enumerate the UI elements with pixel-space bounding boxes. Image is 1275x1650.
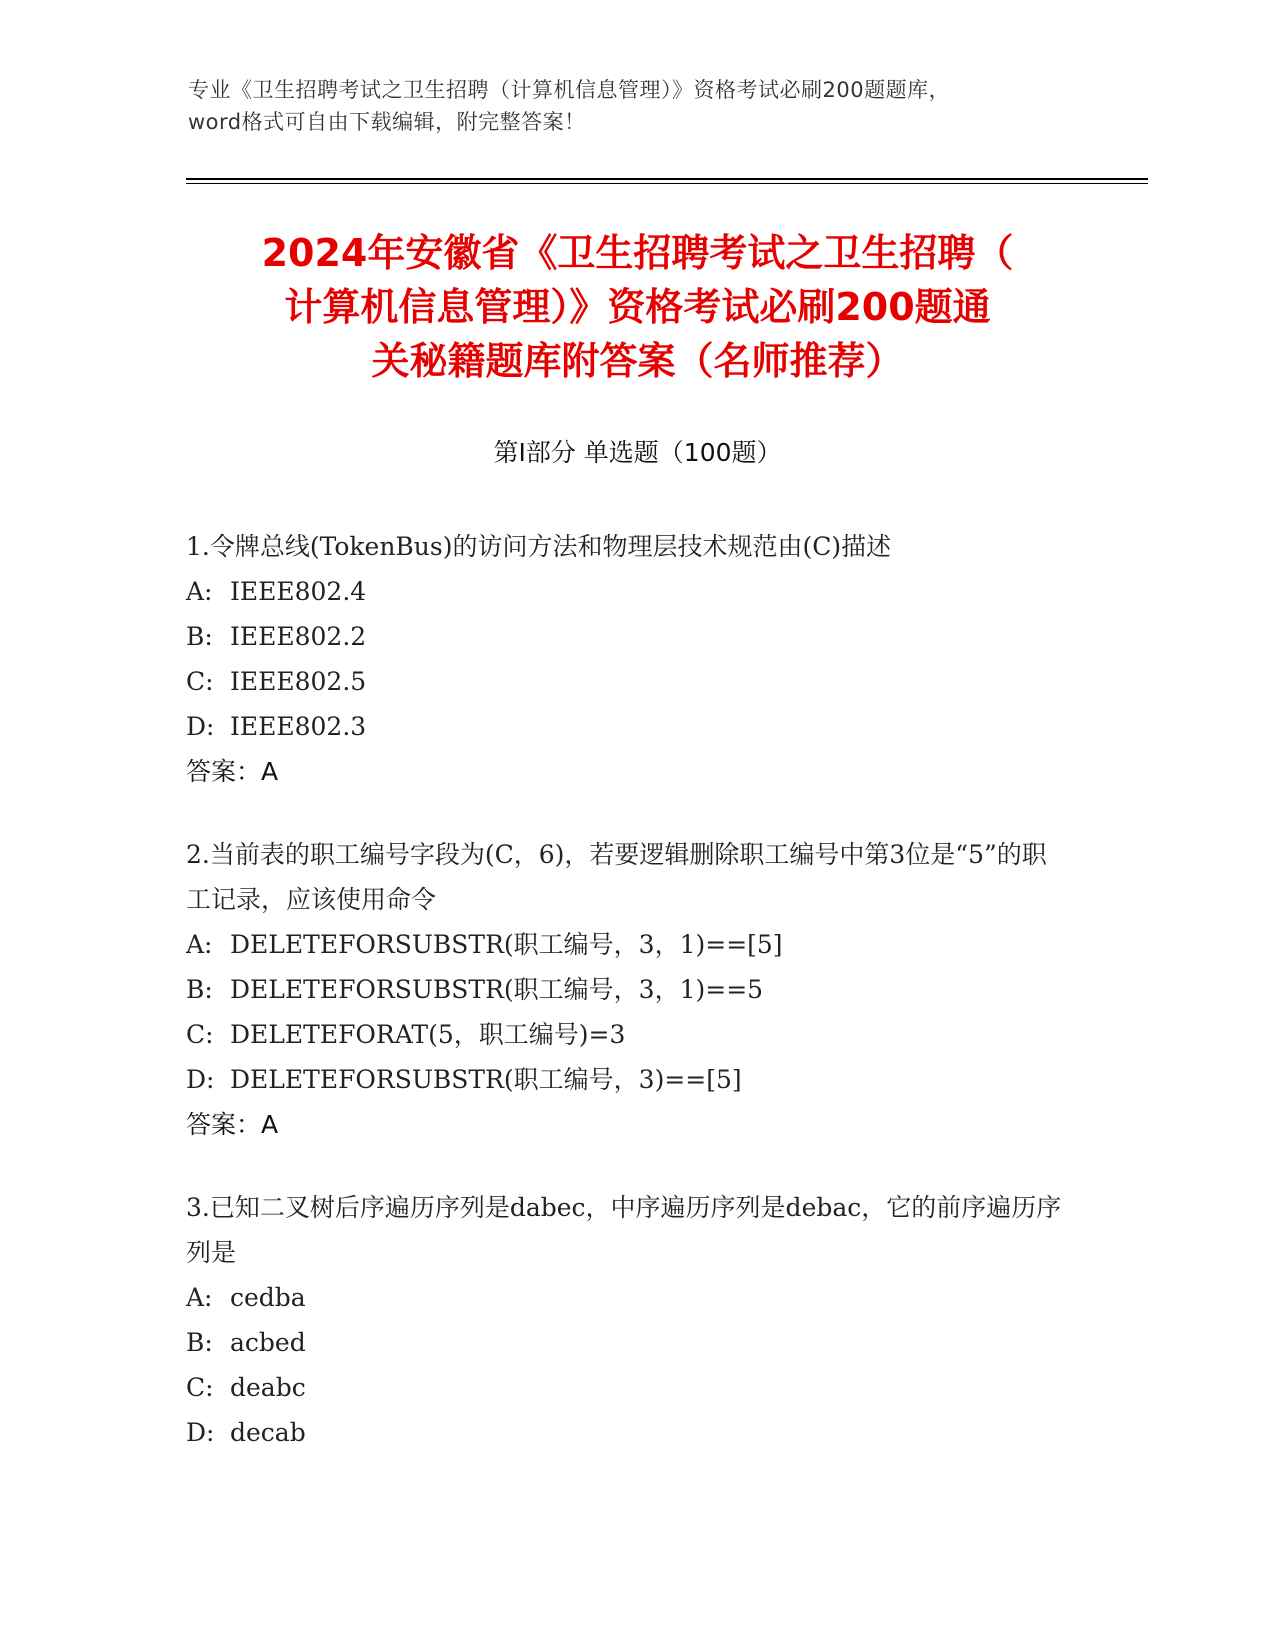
option-a	[186, 1275, 1066, 1320]
option-label: D:	[186, 1418, 215, 1447]
option-text: DELETEFORSUBSTR(职工编号，3，1)==5	[230, 975, 764, 1004]
header-note-line2: word格式可自由下载编辑，附完整答案！	[188, 110, 586, 134]
question-3	[186, 1185, 1066, 1455]
option-text: DELETEFORSUBSTR(职工编号，3)==[5]	[230, 1065, 742, 1094]
option-d	[186, 704, 1066, 749]
option-text: acbed	[230, 1328, 306, 1357]
option-label: D:	[186, 1065, 215, 1094]
option-text: IEEE802.2	[230, 622, 367, 651]
answer: 答案：A	[186, 1110, 279, 1139]
option-label: A:	[186, 1283, 213, 1312]
question-1	[186, 524, 1066, 794]
option-label: D:	[186, 712, 215, 741]
option-label: B:	[186, 622, 213, 651]
header-divider-thick	[186, 178, 1148, 180]
answer: 答案：A	[186, 757, 279, 786]
option-label: C:	[186, 1020, 214, 1049]
option-text: cedba	[230, 1283, 306, 1312]
option-text: DELETEFORAT(5，职工编号)=3	[230, 1020, 626, 1049]
header-note	[188, 74, 1088, 138]
option-d	[186, 1057, 1066, 1102]
option-text: IEEE802.4	[230, 577, 367, 606]
header-divider-thin	[186, 183, 1148, 184]
option-a	[186, 569, 1066, 614]
question-list	[186, 524, 1066, 1493]
option-c	[186, 1012, 1066, 1057]
header-note-line1: 专业《卫生招聘考试之卫生招聘（计算机信息管理）》资格考试必刷200题题库，	[188, 78, 951, 102]
option-text: decab	[230, 1418, 306, 1447]
option-label: B:	[186, 975, 213, 1004]
document-title-line1: 2024年安徽省《卫生招聘考试之卫生招聘（	[261, 231, 1014, 275]
question-2	[186, 832, 1066, 1147]
option-c	[186, 659, 1066, 704]
option-text: IEEE802.5	[230, 667, 367, 696]
option-text: deabc	[230, 1373, 306, 1402]
option-text: IEEE802.3	[230, 712, 367, 741]
question-text: 3.已知二叉树后序遍历序列是dabec，中序遍历序列是debac，它的前序遍历序列是	[186, 1193, 1062, 1267]
option-label: A:	[186, 577, 213, 606]
option-a	[186, 922, 1066, 967]
document-title	[150, 226, 1125, 388]
option-label: B:	[186, 1328, 213, 1357]
option-d	[186, 1410, 1066, 1455]
option-c	[186, 1365, 1066, 1410]
option-b	[186, 614, 1066, 659]
document-title-line2: 计算机信息管理）》资格考试必刷200题通	[284, 285, 991, 329]
option-text: DELETEFORSUBSTR(职工编号，3，1)==[5]	[230, 930, 783, 959]
option-b	[186, 1320, 1066, 1365]
question-text: 2.当前表的职工编号字段为(C，6)，若要逻辑删除职工编号中第3位是“5”的职工记录，应该使用命令	[186, 840, 1047, 914]
option-label: A:	[186, 930, 213, 959]
option-label: C:	[186, 667, 214, 696]
option-b	[186, 967, 1066, 1012]
section-title: 第I部分 单选题（100题）	[493, 438, 782, 467]
document-title-line3: 关秘籍题库附答案（名师推荐）	[371, 339, 904, 383]
question-text: 1.令牌总线(TokenBus)的访问方法和物理层技术规范由(C)描述	[186, 532, 892, 561]
option-label: C:	[186, 1373, 214, 1402]
